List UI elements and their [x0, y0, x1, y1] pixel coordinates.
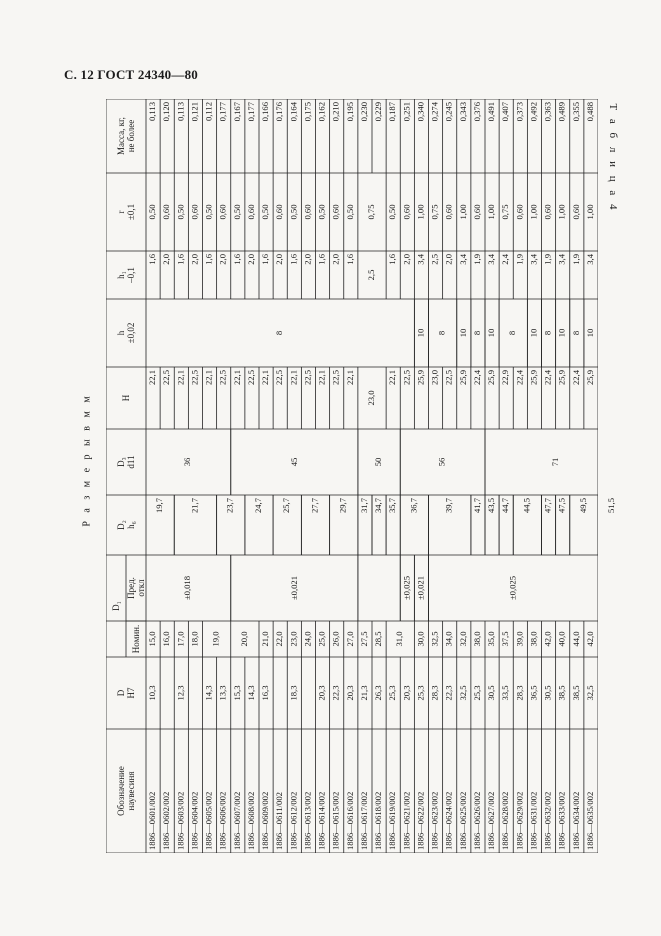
cell-H: 22,5 [330, 370, 341, 386]
cell-r: 0,50 [260, 204, 271, 220]
header-line: ±0,02 [126, 322, 136, 344]
cell-mass: 0,167 [231, 102, 242, 122]
cell-designation: 1886—0612/002 [288, 791, 299, 850]
header-r [106, 173, 146, 251]
cell-designation: 1886—0603/002 [175, 791, 186, 850]
cell-D: 10,3 [147, 685, 158, 701]
cell-h1: 1,9 [472, 254, 482, 265]
cell-D2: 25,7 [281, 498, 292, 514]
cell-r: 0,60 [161, 204, 172, 220]
cell-D3: 36 [182, 457, 193, 467]
cell-D3: 50 [373, 457, 384, 467]
cell-H: 22,4 [570, 370, 581, 386]
cell-r: 0,60 [570, 204, 581, 220]
cell-mass: 0,343 [457, 102, 468, 122]
cell-r: 0,50 [231, 204, 242, 220]
cell-h1: 1,6 [231, 254, 242, 265]
cell-r: 0,60 [514, 204, 525, 220]
cell-D1-tol: ±0,021 [288, 575, 299, 601]
cell-D1-nom: 34,0 [443, 631, 454, 647]
cell-r: 0,50 [316, 204, 327, 220]
cell-D1-tol: ±0,025 [401, 575, 412, 601]
cell-H: 22,4 [542, 370, 553, 386]
cell-mass: 0,355 [570, 102, 581, 122]
cell-H: 25,9 [585, 370, 595, 386]
cell-H: 23,0 [429, 370, 440, 386]
cell-h1: 2,0 [401, 254, 412, 265]
cell-D1-tol: ±0,021 [415, 575, 426, 601]
cell-h1: 2,0 [246, 254, 256, 265]
cell-h: 10 [457, 328, 468, 338]
cell-designation: 1886—0614/002 [316, 791, 327, 850]
cell-H: 22,5 [246, 370, 256, 386]
cell-designation: 1886—0619/002 [387, 791, 398, 850]
header-D2 [106, 495, 146, 555]
cell-D1-nom: 21,0 [260, 631, 271, 647]
cell-r: 0,60 [217, 204, 228, 220]
header-line: Масса, кг, [115, 117, 126, 155]
cell-mass: 0,177 [217, 102, 228, 122]
cell-h1: 1,9 [542, 254, 553, 265]
cell-D2: 31,7 [359, 498, 369, 514]
cell-mass: 0,176 [274, 102, 285, 122]
cell-r: 0,60 [246, 204, 256, 220]
cell-D1-nom: 39,0 [514, 631, 525, 647]
cell-h1: 2,0 [274, 254, 285, 265]
cell-mass: 0,489 [556, 102, 567, 122]
cell-h1: 2,0 [161, 254, 172, 265]
cell-D [160, 657, 174, 729]
cell-D2: 39,7 [443, 498, 454, 514]
header-designation [106, 729, 146, 853]
cell-h: 8 [436, 330, 447, 336]
cell-h1: 1,6 [203, 254, 214, 265]
cell-designation: 1886—0621/002 [401, 791, 412, 850]
cell-D3: 71 [549, 457, 560, 467]
cell-r: 0,60 [189, 204, 200, 220]
cell-D2: 36,7 [408, 498, 419, 514]
header-line: Номин. [130, 624, 141, 654]
cell-D: 18,3 [288, 685, 299, 701]
header-line: r [115, 210, 126, 214]
cell-D1-nom: 19,0 [210, 631, 221, 647]
cell-designation: 1886—0622/002 [415, 791, 426, 850]
cell-mass: 0,245 [443, 102, 454, 122]
header-line: ±0,1 [126, 203, 136, 221]
cell-designation: 1886—0605/002 [203, 791, 214, 850]
cell-mass: 0,166 [260, 102, 271, 122]
cell-D: 12,3 [175, 685, 186, 701]
cell-H: 22,1 [231, 370, 242, 386]
header-line: H [120, 394, 131, 402]
header-mass [106, 99, 146, 173]
cell-mass: 0,274 [429, 102, 440, 122]
cell-h: 8 [570, 330, 581, 336]
cell-r: 1,00 [556, 204, 567, 220]
cell-designation: 1886—0628/002 [500, 791, 511, 850]
cell-mass: 0,162 [316, 102, 327, 122]
cell-mass: 0,251 [401, 102, 412, 122]
cell-r: 0,60 [330, 204, 341, 220]
header-D1-nom [126, 621, 146, 657]
cell-H: 25,9 [415, 370, 426, 386]
cell-D: 25,3 [472, 685, 482, 701]
cell-D: 20,3 [344, 685, 355, 701]
cell-mass: 0,187 [387, 102, 398, 122]
cell-mass: 0,210 [330, 102, 341, 122]
cell-designation: 1886—0626/002 [472, 791, 482, 850]
cell-H: 22,5 [217, 370, 228, 386]
cell-D1-nom: 15,0 [147, 631, 158, 647]
cell-D2: 49,5 [577, 498, 588, 514]
cell-D2: 29,7 [337, 498, 348, 514]
cell-D: 28,3 [429, 685, 440, 701]
cell-D: 14,3 [203, 685, 214, 701]
cell-mass: 0,363 [542, 102, 553, 122]
cell-h1: 2,0 [189, 254, 200, 265]
cell-D1-nom: 22,0 [274, 631, 285, 647]
cell-D2: 27,7 [309, 498, 320, 514]
cell-D2: 44,7 [500, 498, 511, 514]
cell-designation: 1886—0601/002 [147, 791, 158, 850]
table-label-text: Т а б л и ц а 4 [607, 103, 619, 213]
cell-designation: 1886—0623/002 [429, 791, 440, 850]
cell-D1-nom: 37,5 [500, 631, 511, 647]
cell-D2: 34,7 [373, 498, 384, 514]
cell-h: 8 [472, 330, 482, 336]
cell-D1-nom: 25,0 [316, 631, 327, 647]
cell-designation: 1886—0616/002 [344, 791, 355, 850]
cell-mass: 0,175 [302, 102, 313, 122]
cell-designation: 1886—0632/002 [542, 791, 553, 850]
cell-D: 38,5 [556, 685, 567, 701]
cell-h1: 1,6 [147, 254, 158, 265]
cell-H: 22,5 [443, 370, 454, 386]
cell-D1-nom: 30,0 [415, 631, 426, 647]
units-caption-text: Р а з м е р ы в м м [81, 393, 93, 527]
cell-D: 36,5 [528, 685, 539, 701]
cell-designation: 1886—0607/002 [231, 791, 242, 850]
header-H [106, 367, 146, 429]
cell-H: 22,5 [401, 370, 412, 386]
cell-designation: 1886—0629/002 [514, 791, 525, 850]
cell-H: 22,1 [260, 370, 271, 386]
cell-h1: 3,4 [486, 254, 497, 265]
header-line: h₆ [126, 521, 136, 529]
cell-D1-nom: 42,0 [542, 631, 553, 647]
header-line: D₃ [115, 457, 126, 467]
cell-D1-nom: 38,0 [528, 631, 539, 647]
cell-h: 10 [528, 328, 539, 338]
cell-mass: 0,373 [514, 102, 525, 122]
cell-h1: 1,6 [344, 254, 355, 265]
header-line: Пред. [125, 577, 136, 599]
cell-D: 20,3 [401, 685, 412, 701]
cell-D: 26,3 [373, 685, 384, 701]
header-line: –0,1 [126, 267, 136, 283]
cell-designation: 1886—0608/002 [246, 791, 256, 850]
cell-D1-nom: 44,0 [570, 631, 581, 647]
cell-r: 0,60 [542, 204, 553, 220]
cell-D1-nom: 35,0 [486, 631, 497, 647]
cell-designation: 1886—0634/002 [570, 791, 581, 850]
cell-r: 0,60 [443, 204, 454, 220]
cell-designation: 1886—0602/002 [161, 791, 172, 850]
cell-designation: 1886—0617/002 [359, 791, 369, 850]
cell-D1-nom: 16,0 [161, 631, 172, 647]
header-D [106, 657, 146, 729]
cell-D1-nom: 28,5 [373, 631, 384, 647]
cell-r: 1,00 [457, 204, 468, 220]
cell-r: 1,00 [486, 204, 497, 220]
cell-D: 22,3 [443, 685, 454, 701]
cell-designation: 1886—0611/002 [274, 792, 285, 850]
cell-mass: 0,491 [486, 102, 497, 122]
cell-mass: 0,113 [175, 102, 186, 122]
cell-D: 38,5 [570, 685, 581, 701]
cell-h1: 3,4 [585, 254, 595, 265]
cell-D [188, 657, 202, 729]
cell-designation: 1886—0627/002 [486, 791, 497, 850]
cell-mass: 0,230 [359, 102, 369, 122]
header-line: D [115, 689, 126, 697]
header-line: h [115, 330, 126, 336]
cell-r: 0,50 [288, 204, 299, 220]
cell-H: 22,4 [514, 370, 525, 386]
cell-D2: 47,7 [542, 498, 553, 514]
cell-D1-tol [358, 555, 400, 621]
cell-D [301, 657, 315, 729]
cell-h1: 1,6 [175, 254, 186, 265]
cell-D: 33,5 [500, 685, 511, 701]
cell-mass: 0,340 [415, 102, 426, 122]
cell-D: 15,3 [231, 685, 242, 701]
cell-mass: 0,112 [203, 102, 214, 122]
cell-D: 28,3 [514, 685, 525, 701]
cell-D: 20,3 [316, 685, 327, 701]
cell-r: 0,60 [472, 204, 482, 220]
cell-r: 0,50 [203, 204, 214, 220]
cell-mass: 0,488 [585, 102, 595, 122]
page-header: С. 12 ГОСТ 24340—80 [64, 67, 198, 82]
cell-designation: 1886—0604/002 [189, 791, 200, 850]
cell-h1: 3,4 [528, 254, 539, 265]
cell-designation: 1886—0631/002 [528, 791, 539, 850]
cell-r: 0,60 [274, 204, 285, 220]
cell-mass: 0,177 [246, 102, 256, 122]
cell-H: 22,9 [500, 370, 511, 386]
units-caption [79, 393, 95, 527]
cell-D: 32,5 [585, 685, 595, 701]
cell-h1: 2,5 [366, 269, 377, 281]
cell-mass: 0,121 [189, 102, 200, 122]
cell-D2: 35,7 [387, 498, 398, 514]
header-D1-tol [126, 555, 146, 621]
cell-mass: 0,164 [288, 102, 299, 122]
table-label [605, 103, 621, 213]
cell-r: 1,00 [528, 204, 539, 220]
cell-h1: 3,4 [415, 254, 426, 265]
cell-D: 25,3 [415, 685, 426, 701]
cell-h1: 1,9 [570, 254, 581, 265]
cell-D2: 21,7 [189, 498, 200, 514]
cell-designation: 1886—0613/002 [302, 791, 313, 850]
cell-h1: 1,6 [288, 254, 299, 265]
cell-D2: 43,5 [486, 498, 497, 514]
cell-D1-nom: 42,0 [585, 631, 595, 647]
cell-r: 0,50 [387, 204, 398, 220]
cell-mass: 0,113 [147, 102, 158, 122]
cell-D: 21,3 [359, 685, 369, 701]
cell-r: 0,60 [401, 204, 412, 220]
cell-H: 25,9 [528, 370, 539, 386]
cell-D1-nom: 38,0 [472, 631, 482, 647]
cell-H: 25,9 [556, 370, 567, 386]
header-line: d11 [126, 455, 136, 469]
cell-D2: 24,7 [253, 498, 264, 514]
header-line: не более [126, 119, 136, 153]
cell-D1-nom: 31,0 [394, 631, 405, 647]
cell-h: 10 [585, 328, 595, 338]
cell-h: 10 [486, 328, 497, 338]
cell-H: 22,4 [472, 370, 482, 386]
cell-mass: 0,407 [500, 102, 511, 122]
cell-r: 0,50 [147, 204, 158, 220]
cell-D1-nom: 26,0 [330, 631, 341, 647]
cell-H: 22,5 [302, 370, 313, 386]
cell-r: 1,00 [415, 204, 426, 220]
header-D3 [106, 429, 146, 495]
cell-D1-tol: ±0,018 [182, 575, 193, 601]
cell-D2: 44,5 [521, 498, 532, 514]
cell-H: 22,1 [344, 370, 355, 386]
cell-D2: 47,5 [556, 498, 567, 514]
cell-h: 10 [415, 328, 426, 338]
cell-D1-nom: 18,0 [189, 631, 200, 647]
cell-h1: 2,0 [330, 254, 341, 265]
header-h1 [106, 251, 146, 299]
header-line: H7 [126, 687, 136, 699]
cell-D: 30,5 [486, 685, 497, 701]
cell-designation: 1886—0606/002 [217, 791, 228, 850]
cell-mass: 0,120 [161, 102, 172, 122]
cell-mass: 0,229 [373, 102, 384, 122]
cell-D1-nom: 24,0 [302, 631, 313, 647]
cell-D [273, 657, 287, 729]
cell-D2: 23,7 [224, 498, 235, 514]
header-line: D₂ [115, 520, 126, 530]
header-line: наувесиня [126, 771, 136, 811]
cell-D2: 19,7 [154, 498, 165, 514]
cell-H: 22,1 [387, 370, 398, 386]
header-line: откл [136, 579, 146, 597]
cell-D: 22,3 [330, 685, 341, 701]
cell-D1-nom: 32,5 [429, 631, 440, 647]
cell-designation: 1886—0609/002 [260, 791, 271, 850]
cell-H: 23,0 [366, 390, 377, 406]
cell-r: 1,00 [585, 204, 595, 220]
cell-D1-nom: 32,0 [457, 631, 468, 647]
cell-H: 22,5 [274, 370, 285, 386]
cell-designation: 1886—0633/002 [556, 791, 567, 850]
cell-D1-nom: 40,0 [556, 631, 567, 647]
cell-h1: 2,0 [302, 254, 313, 265]
cell-H: 25,9 [486, 370, 497, 386]
cell-r: 0,50 [344, 204, 355, 220]
cell-designation: 1886—0625/002 [457, 791, 468, 850]
cell-designation: 1886—0624/002 [443, 791, 454, 850]
cell-D1-nom: 23,0 [288, 631, 299, 647]
cell-r: 0,75 [500, 204, 511, 220]
cell-r: 0,75 [366, 204, 377, 220]
cell-h1: 3,4 [457, 254, 468, 265]
cell-mass: 0,376 [472, 102, 482, 122]
cell-H: 22,1 [288, 370, 299, 386]
header-line: D₁ [110, 601, 121, 611]
cell-h1: 2,4 [500, 254, 511, 265]
cell-D1-nom: 27,5 [359, 631, 369, 647]
cell-r: 0,75 [429, 204, 440, 220]
cell-D: 30,5 [542, 685, 553, 701]
cell-D1-nom: 27,0 [344, 631, 355, 647]
cell-D1-nom: 17,0 [175, 631, 186, 647]
cell-h1: 1,6 [260, 254, 271, 265]
cell-h1: 1,6 [316, 254, 327, 265]
cell-h1: 1,9 [514, 254, 525, 265]
cell-H: 22,1 [203, 370, 214, 386]
cell-r: 0,60 [302, 204, 313, 220]
cell-D: 14,3 [246, 685, 256, 701]
cell-h: 8 [542, 330, 553, 336]
cell-D2: 41,7 [472, 498, 482, 514]
header-h [106, 299, 146, 367]
cell-D2: 51,5 [606, 498, 617, 514]
cell-h1: 2,0 [443, 254, 454, 265]
cell-designation: 1886—0618/002 [373, 791, 384, 850]
header-line: h₁ [115, 271, 126, 279]
cell-h: 8 [507, 330, 518, 336]
header-line: Обозначение [115, 766, 126, 816]
cell-H: 22,5 [189, 370, 200, 386]
cell-D: 25,3 [387, 685, 398, 701]
cell-D3: 45 [288, 457, 299, 467]
cell-designation: 1886—0615/002 [330, 791, 341, 850]
cell-D3: 56 [436, 457, 447, 467]
cell-mass: 0,492 [528, 102, 539, 122]
cell-D: 16,3 [260, 685, 271, 701]
cell-D1-tol: ±0,025 [507, 575, 518, 601]
cell-mass: 0,195 [344, 102, 355, 122]
cell-H: 25,9 [457, 370, 468, 386]
cell-H: 22,1 [175, 370, 186, 386]
cell-h: 10 [556, 328, 567, 338]
cell-designation: 1886—0635/002 [585, 791, 595, 850]
cell-r: 0,50 [175, 204, 186, 220]
cell-H: 22,5 [161, 370, 172, 386]
cell-D: 13,3 [217, 685, 228, 701]
cell-h1: 2,0 [217, 254, 228, 265]
cell-h1: 2,5 [429, 254, 440, 265]
header-D1 [106, 555, 126, 657]
cell-h: 8 [274, 330, 285, 336]
cell-H: 22,1 [147, 370, 158, 386]
cell-D1-nom: 20,0 [238, 631, 249, 647]
cell-H: 22,1 [316, 370, 327, 386]
cell-D: 32,5 [457, 685, 468, 701]
cell-h1: 1,6 [387, 254, 398, 265]
cell-h1: 3,4 [556, 254, 567, 265]
